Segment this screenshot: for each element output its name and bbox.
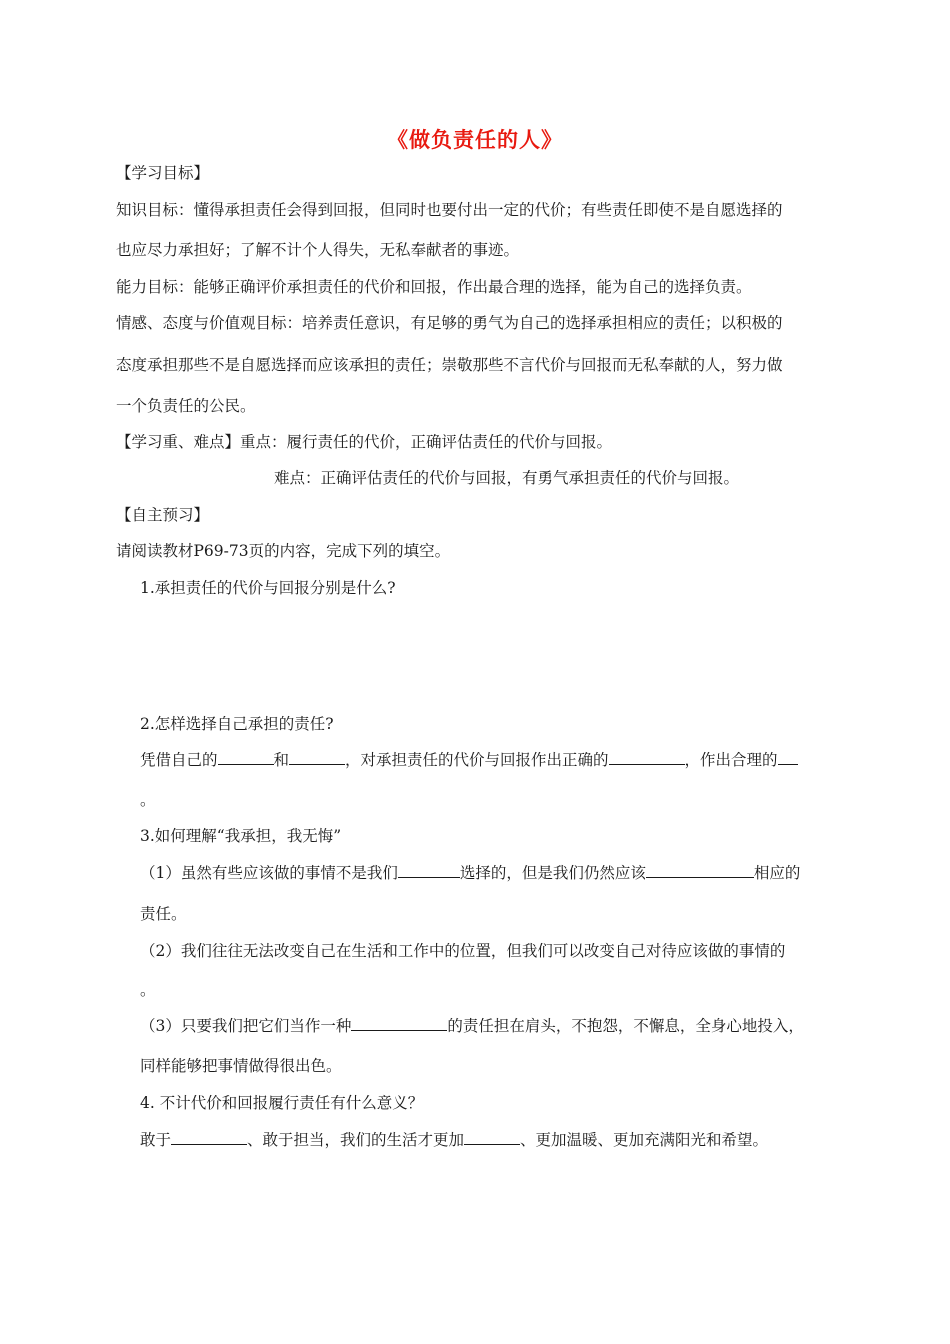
fill-blank[interactable] [289,750,345,765]
document-title: 《做负责任的人》 [387,127,563,152]
fill-text: 和 [273,751,290,769]
emotion-goal-line-1: 情感、态度与价值观目标：培养责任意识，有足够的勇气为自己的选择承担相应的责任；以积极的 [116,314,783,332]
emotion-goal-line-2: 态度承担那些不是自愿选择而应该承担的责任；崇敬那些不言代价与回报而无私奉献的人，努力做 [116,356,783,374]
question-3-1 [140,863,800,883]
question-2-fill [140,750,798,770]
fill-blank[interactable] [646,863,754,878]
fill-blank[interactable] [171,1130,247,1145]
question-4-fill [140,1130,768,1150]
fill-blank[interactable] [218,750,274,765]
fill-blank[interactable] [609,750,685,765]
key-points: 【学习重、难点】重点：履行责任的代价，正确评估责任的代价与回报。 [116,433,613,451]
fill-text: （1）虽然有些应该做的事情不是我们 [140,864,398,882]
goals-header: 【学习目标】 [116,164,210,182]
question-3: 3.如何理解“我承担，我无悔” [140,827,342,845]
question-3-3-cont: 同样能够把事情做得很出色。 [140,1057,342,1075]
fill-blank[interactable] [778,750,798,765]
fill-text: 的责任担在肩头，不抱怨，不懈息，全身心地投入， [447,1017,804,1035]
knowledge-goal-line-2: 也应尽力承担好；了解不计个人得失，无私奉献者的事迹。 [116,241,520,259]
question-3-3 [140,1016,804,1036]
knowledge-goal-line-1: 知识目标：懂得承担责任会得到回报，但同时也要付出一定的代价；有些责任即使不是自愿选择的 [116,201,783,219]
fill-text: 凭借自己的 [140,751,218,769]
fill-blank[interactable] [351,1016,447,1031]
ability-goal: 能力目标：能够正确评价承担责任的代价和回报，作出最合理的选择，能为自己的选择负责。 [116,278,752,296]
fill-text: 、更加温暖、更加充满阳光和希望。 [520,1131,769,1149]
question-3-2: （2）我们往往无法改变自己在生活和工作中的位置，但我们可以改变自己对待应该做的事情的 [140,942,786,960]
difficult-points: 难点：正确评估责任的代价与回报，有勇气承担责任的代价与回报。 [274,469,740,487]
question-1: 1.承担责任的代价与回报分别是什么? [140,579,396,597]
question-3-2-end: 。 [140,981,156,999]
preview-header: 【自主预习】 [116,506,210,524]
fill-text: ，对承担责任的代价与回报作出正确的 [345,751,609,769]
reading-instruction: 请阅读教材P69-73页的内容，完成下列的填空。 [116,542,451,560]
question-3-1-cont: 责任。 [140,905,187,923]
question-2: 2.怎样选择自己承担的责任? [140,715,334,733]
question-2-fill-end: 。 [140,791,156,809]
fill-blank[interactable] [464,1130,520,1145]
fill-text: 、敢于担当，我们的生活才更加 [247,1131,465,1149]
fill-text: ，作出合理的 [684,751,778,769]
fill-text: （3）只要我们把它们当作一种 [140,1017,352,1035]
question-4: 4. 不计代价和回报履行责任有什么意义？ [140,1094,424,1112]
fill-blank[interactable] [398,863,460,878]
fill-text: 选择的，但是我们仍然应该 [459,864,646,882]
emotion-goal-line-3: 一个负责任的公民。 [116,397,256,415]
fill-text: 相应的 [753,864,801,882]
fill-text: 敢于 [140,1131,172,1149]
